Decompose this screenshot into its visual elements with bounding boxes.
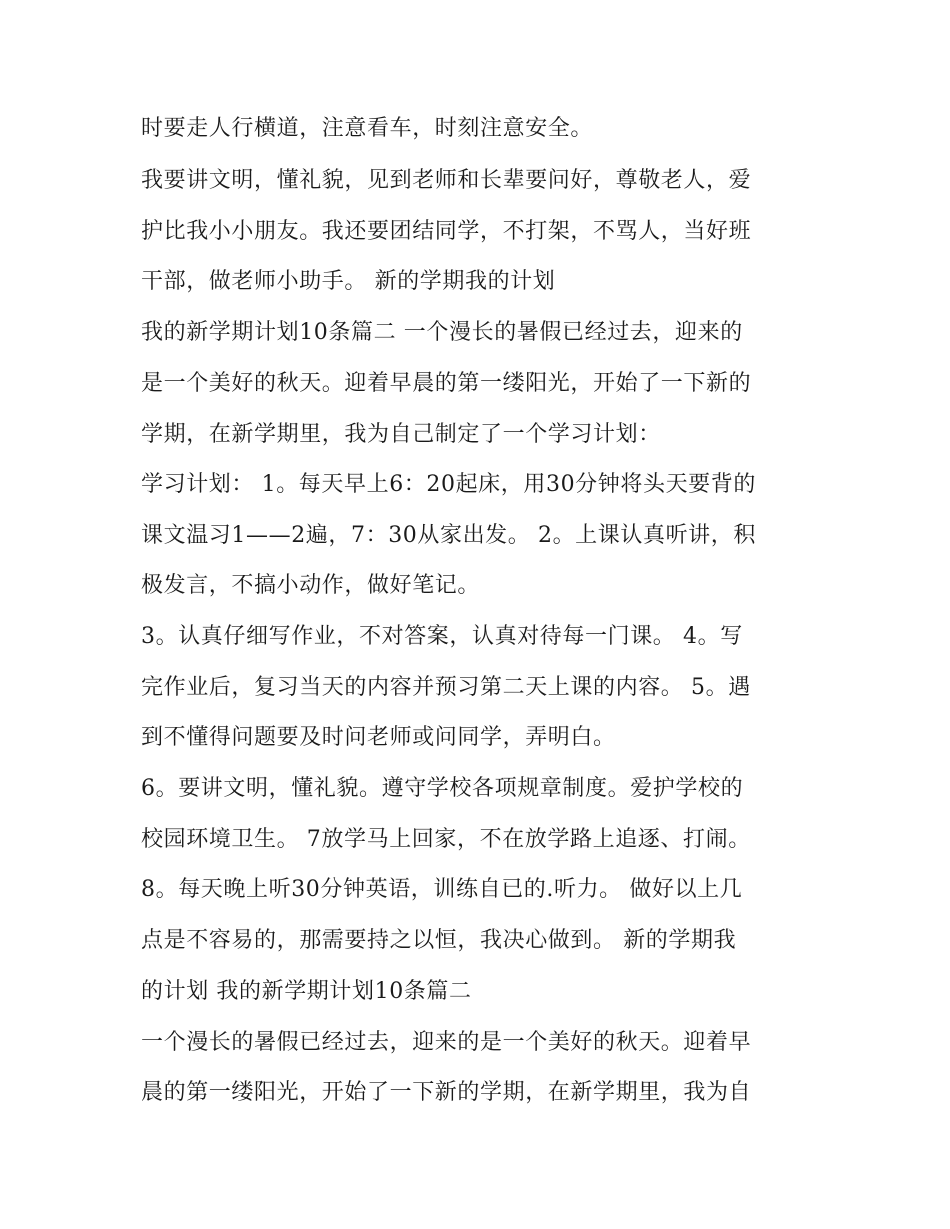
text-line: 我的新学期计划10条篇二 一个漫长的暑假已经过去，迎来的	[141, 320, 743, 345]
text-line: 干部，做老师小助手。 新的学期我的计划	[141, 269, 556, 294]
text-line: 是一个美好的秋天。迎着早晨的第一缕阳光，开始了一下新的	[141, 371, 752, 396]
text-line: 3。认真仔细写作业，不对答案，认真对待每一门课。 4。写	[141, 624, 743, 649]
text-line: 学习计划： 1。每天早上6：20起床，用30分钟将头天要背的	[141, 472, 756, 497]
text-line: 我要讲文明，懂礼貌，见到老师和长辈要问好，尊敬老人，爱	[141, 168, 752, 193]
text-line: 一个漫长的暑假已经过去，迎来的是一个美好的秋天。迎着早	[141, 1030, 752, 1055]
text-line: 课文温习1——2遍，7：30从家出发。 2。上课认真听讲，积	[141, 523, 756, 548]
text-line: 到不懂得问题要及时问老师或问同学，弄明白。	[141, 725, 616, 750]
text-line: 点是不容易的，那需要持之以恒，我决心做到。 新的学期我	[141, 928, 737, 953]
text-line: 晨的第一缕阳光，开始了一下新的学期，在新学期里，我为自	[141, 1080, 752, 1105]
text-line: 8。每天晚上听30分钟英语，训练自已的.听力。 做好以上几	[141, 877, 743, 902]
text-line: 时要走人行横道，注意看车，时刻注意安全。	[141, 116, 594, 141]
text-line: 学期，在新学期里，我为自己制定了一个学习计划：	[141, 422, 661, 447]
text-line: 完作业后，复习当天的内容并预习第二天上课的内容。 5。遇	[141, 675, 751, 700]
text-line: 护比我小小朋友。我还要团结同学，不打架，不骂人，当好班	[141, 219, 752, 244]
text-line: 极发言，不搞小动作，做好笔记。	[141, 573, 481, 598]
text-line: 的计划 我的新学期计划10条篇二	[141, 979, 472, 1004]
text-line: 校园环境卫生。 7放学马上回家，不在放学路上追逐、打闹。	[141, 827, 751, 852]
text-line: 6。要讲文明，懂礼貌。遵守学校各项规章制度。爱护学校的	[141, 776, 744, 801]
